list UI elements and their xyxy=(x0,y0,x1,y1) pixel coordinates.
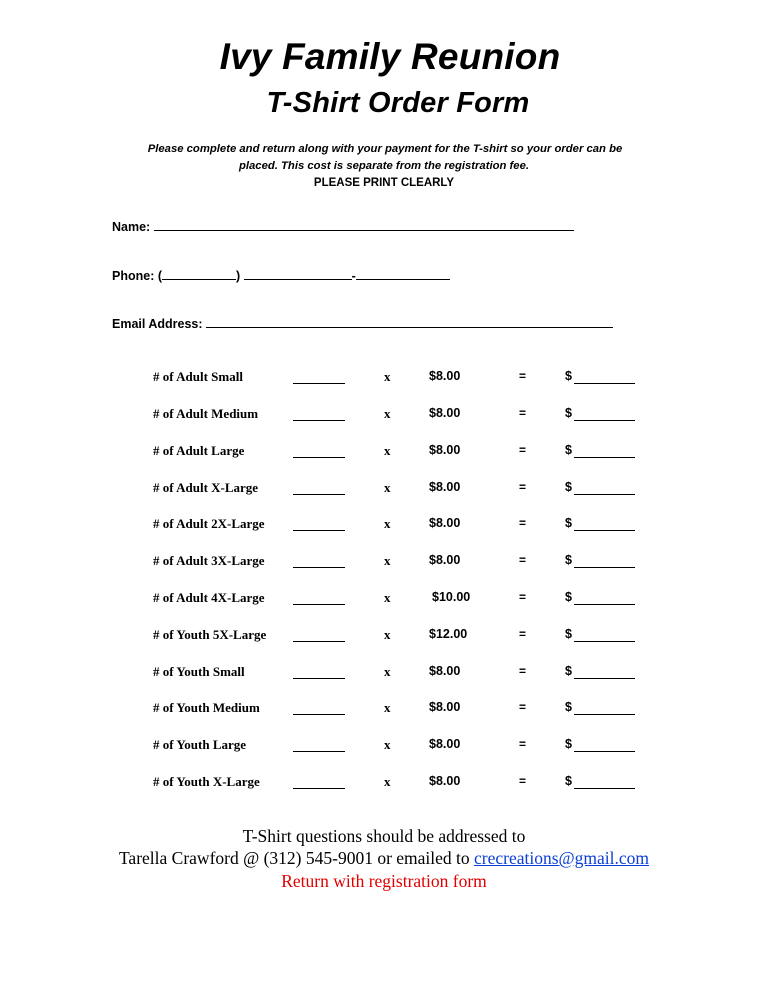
times-symbol: x xyxy=(384,590,391,605)
equals-symbol: = xyxy=(519,664,527,678)
dollar-symbol: $ xyxy=(565,443,572,457)
dollar-symbol: $ xyxy=(565,737,572,751)
questions-note: T-Shirt questions should be addressed to xyxy=(242,826,526,846)
total-line[interactable] xyxy=(574,567,635,568)
times-symbol: x xyxy=(384,737,391,752)
total-line[interactable] xyxy=(574,788,635,789)
item-label: # of Adult Large xyxy=(153,443,245,458)
quantity-line[interactable] xyxy=(293,494,345,495)
equals-symbol: = xyxy=(519,700,527,714)
equals-symbol: = xyxy=(519,443,527,457)
quantity-line[interactable] xyxy=(293,383,345,384)
quantity-line[interactable] xyxy=(293,641,345,642)
contact-line xyxy=(0,848,768,869)
unit-price: $8.00 xyxy=(429,406,461,420)
print-clearly-note: PLEASE PRINT CLEARLY xyxy=(313,177,455,189)
equals-symbol: = xyxy=(519,627,527,641)
item-label: # of Youth 5X-Large xyxy=(153,627,267,642)
unit-price: $8.00 xyxy=(429,369,461,383)
email-label: Email Address: xyxy=(112,317,203,331)
times-symbol: x xyxy=(384,627,391,642)
quantity-line[interactable] xyxy=(293,678,345,679)
unit-price: $8.00 xyxy=(429,443,461,457)
phone-prefix-line[interactable] xyxy=(244,268,352,280)
unit-price: $8.00 xyxy=(429,516,461,530)
equals-symbol: = xyxy=(519,737,527,751)
phone-dash: - xyxy=(351,269,356,283)
item-label: # of Adult X-Large xyxy=(153,480,259,495)
unit-price: $8.00 xyxy=(429,737,461,751)
dollar-symbol: $ xyxy=(565,516,572,530)
item-label: # of Youth Small xyxy=(153,664,245,679)
unit-price: $10.00 xyxy=(432,590,471,604)
times-symbol: x xyxy=(384,369,391,384)
name-input-line[interactable] xyxy=(154,219,574,231)
quantity-line[interactable] xyxy=(293,788,345,789)
unit-price: $8.00 xyxy=(429,480,461,494)
times-symbol: x xyxy=(384,516,391,531)
dollar-symbol: $ xyxy=(565,553,572,567)
dollar-symbol: $ xyxy=(565,406,572,420)
total-line[interactable] xyxy=(574,383,635,384)
dollar-symbol: $ xyxy=(565,700,572,714)
item-label: # of Adult 4X-Large xyxy=(153,590,265,605)
unit-price: $8.00 xyxy=(429,664,461,678)
phone-close-paren: ) xyxy=(236,269,241,283)
name-label: Name: xyxy=(112,220,151,234)
equals-symbol: = xyxy=(519,516,527,530)
form-subtitle: T-Shirt Order Form xyxy=(266,87,530,119)
total-line[interactable] xyxy=(574,678,635,679)
form-title: Ivy Family Reunion xyxy=(219,36,561,77)
contact-email-link[interactable]: crecreations@gmail.com xyxy=(474,848,650,868)
equals-symbol: = xyxy=(519,369,527,383)
times-symbol: x xyxy=(384,700,391,715)
dollar-symbol: $ xyxy=(565,627,572,641)
total-line[interactable] xyxy=(574,530,635,531)
instructions-line-2: placed. This cost is separate from the registration fee. xyxy=(238,160,530,172)
total-line[interactable] xyxy=(574,494,635,495)
equals-symbol: = xyxy=(519,406,527,420)
total-line[interactable] xyxy=(574,641,635,642)
times-symbol: x xyxy=(384,553,391,568)
times-symbol: x xyxy=(384,480,391,495)
quantity-line[interactable] xyxy=(293,567,345,568)
item-label: # of Adult 3X-Large xyxy=(153,553,265,568)
unit-price: $8.00 xyxy=(429,553,461,567)
dollar-symbol: $ xyxy=(565,590,572,604)
quantity-line[interactable] xyxy=(293,714,345,715)
times-symbol: x xyxy=(384,664,391,679)
item-label: # of Youth Medium xyxy=(153,700,260,715)
equals-symbol: = xyxy=(519,480,527,494)
dollar-symbol: $ xyxy=(565,774,572,788)
equals-symbol: = xyxy=(519,774,527,788)
item-label: # of Adult Small xyxy=(153,369,243,384)
phone-open-paren: ( xyxy=(157,269,163,283)
return-note: Return with registration form xyxy=(281,871,487,891)
equals-symbol: = xyxy=(519,590,527,604)
unit-price: $8.00 xyxy=(429,774,461,788)
phone-field-row xyxy=(112,268,450,283)
times-symbol: x xyxy=(384,406,391,421)
instructions-line-1: Please complete and return along with your payment for the T-shirt so your order can be xyxy=(147,143,623,155)
quantity-line[interactable] xyxy=(293,604,345,605)
times-symbol: x xyxy=(384,443,391,458)
total-line[interactable] xyxy=(574,714,635,715)
total-line[interactable] xyxy=(574,604,635,605)
dollar-symbol: $ xyxy=(565,480,572,494)
item-label: # of Adult Medium xyxy=(153,406,259,421)
times-symbol: x xyxy=(384,774,391,789)
phone-area-code-line[interactable] xyxy=(162,268,236,280)
total-line[interactable] xyxy=(574,751,635,752)
phone-number-line[interactable] xyxy=(356,268,450,280)
item-label: # of Youth X-Large xyxy=(153,774,260,789)
quantity-line[interactable] xyxy=(293,530,345,531)
contact-text: Tarella Crawford @ (312) 545-9001 or emailed to xyxy=(118,848,470,868)
email-field-row xyxy=(112,316,613,331)
unit-price: $8.00 xyxy=(429,700,461,714)
equals-symbol: = xyxy=(519,553,527,567)
quantity-line[interactable] xyxy=(293,751,345,752)
total-line[interactable] xyxy=(574,420,635,421)
unit-price: $12.00 xyxy=(429,627,468,641)
email-input-line[interactable] xyxy=(206,316,613,328)
name-field-row xyxy=(112,219,574,234)
quantity-line[interactable] xyxy=(293,457,345,458)
dollar-symbol: $ xyxy=(565,664,572,678)
quantity-line[interactable] xyxy=(293,420,345,421)
item-label: # of Youth Large xyxy=(153,737,247,752)
item-label: # of Adult 2X-Large xyxy=(153,516,265,531)
phone-label: Phone: xyxy=(112,269,155,283)
total-line[interactable] xyxy=(574,457,635,458)
dollar-symbol: $ xyxy=(565,369,572,383)
